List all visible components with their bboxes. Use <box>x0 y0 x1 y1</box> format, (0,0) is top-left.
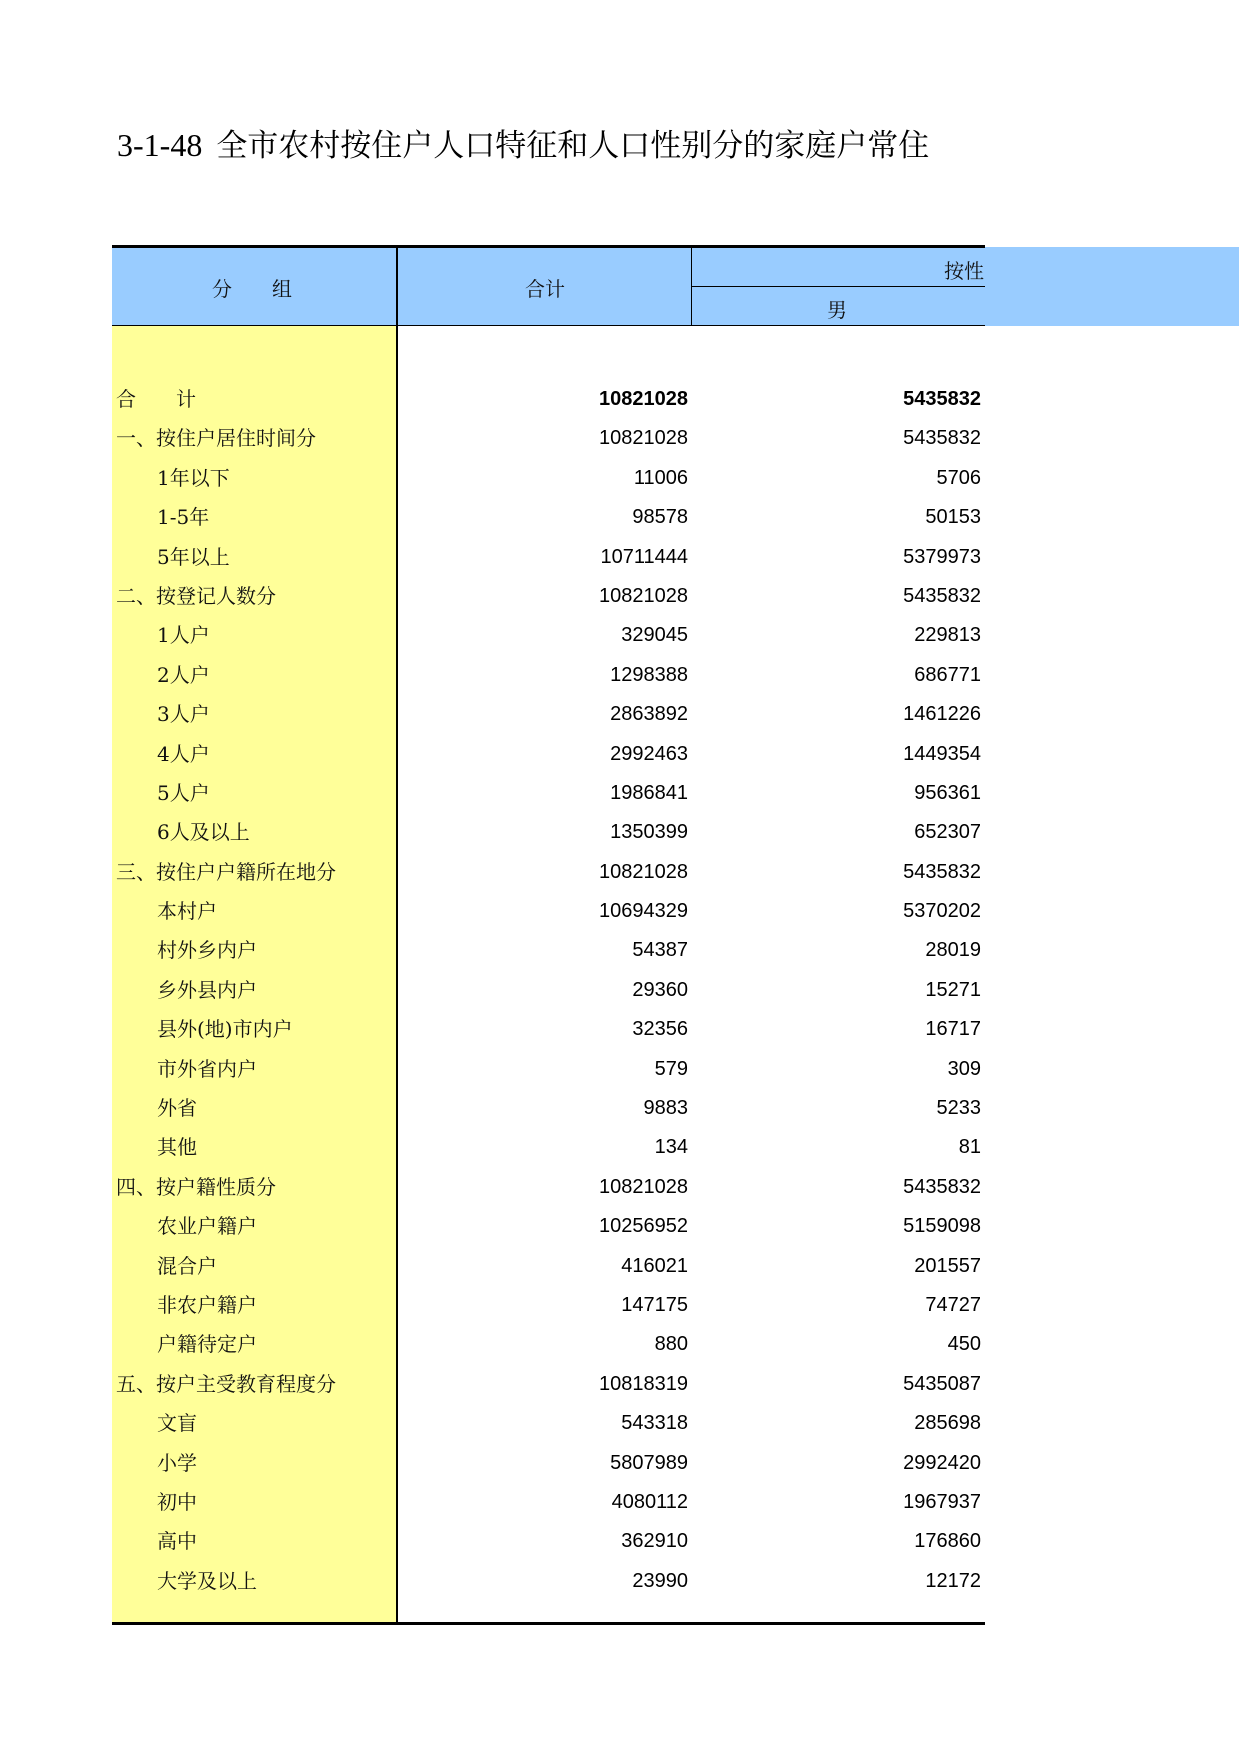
row-total-value: 23990 <box>632 1569 688 1592</box>
row-male-value: 5435832 <box>903 584 981 607</box>
table-row <box>112 1286 982 1325</box>
row-label: 高中 <box>157 1529 197 1554</box>
row-label: 1-5年 <box>157 505 210 530</box>
row-label: 村外乡内户 <box>157 938 257 963</box>
row-total-value: 1298388 <box>610 663 688 686</box>
top-rule <box>112 245 985 248</box>
row-label: 三、按住户户籍所在地分 <box>116 859 336 884</box>
row-total-value: 10711444 <box>600 545 688 568</box>
row-label: 农业户籍户 <box>157 1214 257 1239</box>
row-total-value: 10694329 <box>599 900 688 923</box>
row-male-value: 1967937 <box>903 1490 981 1513</box>
row-label: 非农户籍户 <box>157 1292 257 1317</box>
header-group: 分 组 <box>212 277 292 301</box>
row-total-value: 10818319 <box>599 1372 688 1395</box>
data-table <box>112 245 1239 1625</box>
table-row <box>112 1050 982 1089</box>
row-male-value: 5233 <box>936 1097 981 1120</box>
row-total-value: 2863892 <box>610 703 688 726</box>
table-row <box>112 577 982 616</box>
header-bottom-rule <box>112 325 985 326</box>
row-male-value: 1449354 <box>903 742 981 765</box>
row-total-value: 134 <box>654 1136 688 1159</box>
header-by-sex: 按性 <box>944 259 984 283</box>
row-total-value: 98578 <box>632 506 688 529</box>
table-row <box>112 695 982 734</box>
row-male-value: 2992420 <box>903 1451 981 1474</box>
row-label: 大学及以上 <box>157 1568 257 1593</box>
table-row <box>112 1522 982 1561</box>
row-label: 小学 <box>157 1450 197 1475</box>
table-row <box>112 1089 982 1128</box>
row-male-value: 5370202 <box>903 900 981 923</box>
row-male-value: 16717 <box>925 1018 981 1041</box>
row-male-value: 50153 <box>925 506 981 529</box>
row-label: 4人户 <box>157 741 210 766</box>
row-total-value: 10821028 <box>599 584 688 607</box>
row-male-value: 450 <box>947 1333 981 1356</box>
row-total-value: 362910 <box>621 1530 688 1553</box>
header-background-overflow <box>982 247 1239 326</box>
row-male-value: 5435832 <box>903 1175 981 1198</box>
table-row <box>112 538 982 577</box>
row-label: 本村户 <box>157 899 217 924</box>
row-male-value: 5435087 <box>903 1372 981 1395</box>
row-label: 其他 <box>157 1135 197 1160</box>
row-label: 合 计 <box>116 387 196 411</box>
row-label: 5人户 <box>157 780 210 805</box>
row-label: 1年以下 <box>157 465 230 490</box>
row-male-value: 176860 <box>914 1530 981 1553</box>
table-title <box>117 120 929 165</box>
table-row <box>112 656 982 695</box>
table-row <box>112 616 982 655</box>
table-row <box>112 971 982 1010</box>
row-label: 1人户 <box>157 623 210 648</box>
row-male-value: 5706 <box>936 466 981 489</box>
table-row <box>112 459 982 498</box>
row-male-value: 956361 <box>914 781 981 804</box>
table-row <box>112 1562 982 1601</box>
table-row <box>112 931 982 970</box>
table-row <box>112 735 982 774</box>
table-row <box>112 380 982 419</box>
table-row <box>112 1444 982 1483</box>
row-male-value: 201557 <box>914 1254 981 1277</box>
table-row <box>112 774 982 813</box>
row-label: 县外(地)市内户 <box>157 1017 293 1042</box>
table-row <box>112 1010 982 1049</box>
row-male-value: 81 <box>958 1136 981 1159</box>
table-row <box>112 1168 982 1207</box>
row-male-value: 28019 <box>925 939 981 962</box>
table-row <box>112 1404 982 1443</box>
table-row <box>112 498 982 537</box>
row-total-value: 29360 <box>632 978 688 1001</box>
row-male-value: 5159098 <box>903 1215 981 1238</box>
row-label: 市外省内户 <box>157 1056 257 1081</box>
table-row <box>112 892 982 931</box>
row-label: 初中 <box>157 1489 197 1514</box>
row-total-value: 329045 <box>621 624 688 647</box>
table-body <box>112 380 982 1601</box>
row-total-value: 10821028 <box>599 427 688 450</box>
row-total-value: 1350399 <box>610 821 688 844</box>
row-male-value: 74727 <box>925 1293 981 1316</box>
table-row <box>112 1483 982 1522</box>
row-male-value: 5435832 <box>903 860 981 883</box>
table-row <box>112 1247 982 1286</box>
row-total-value: 54387 <box>632 939 688 962</box>
row-total-value: 147175 <box>621 1293 688 1316</box>
row-label: 6人及以上 <box>157 820 250 845</box>
row-total-value: 5807989 <box>610 1451 688 1474</box>
row-label: 乡外县内户 <box>157 977 257 1002</box>
row-male-value: 686771 <box>914 663 981 686</box>
row-total-value: 416021 <box>621 1254 688 1277</box>
row-label: 2人户 <box>157 662 210 687</box>
row-male-value: 1461226 <box>903 703 981 726</box>
table-row <box>112 853 982 892</box>
table-row <box>112 1207 982 1246</box>
row-label: 3人户 <box>157 702 210 727</box>
row-label: 混合户 <box>157 1253 217 1278</box>
row-total-value: 579 <box>654 1057 688 1080</box>
row-label: 文盲 <box>157 1411 197 1436</box>
row-male-value: 309 <box>947 1057 981 1080</box>
row-total-value: 10256952 <box>599 1215 688 1238</box>
row-total-value: 1986841 <box>610 781 688 804</box>
header-total: 合计 <box>525 277 565 301</box>
row-male-value: 15271 <box>925 978 981 1001</box>
row-label: 外省 <box>157 1096 197 1121</box>
row-male-value: 5379973 <box>903 545 981 568</box>
row-male-value: 285698 <box>914 1412 981 1435</box>
row-label: 二、按登记人数分 <box>116 583 276 608</box>
row-total-value: 880 <box>654 1333 688 1356</box>
total-column-divider <box>691 245 692 326</box>
row-total-value: 4080112 <box>611 1490 688 1513</box>
table-code: 3-1-48 <box>117 127 203 163</box>
row-male-value: 652307 <box>914 821 981 844</box>
table-title-text: 全市农村按住户人口特征和人口性别分的家庭户常住 <box>216 128 930 164</box>
row-label: 5年以上 <box>157 544 230 569</box>
row-total-value: 2992463 <box>610 742 688 765</box>
row-total-value: 10821028 <box>599 388 688 410</box>
row-male-value: 229813 <box>914 624 981 647</box>
row-total-value: 10821028 <box>599 1175 688 1198</box>
row-total-value: 10821028 <box>599 860 688 883</box>
header-male: 男 <box>827 298 847 322</box>
row-male-value: 5435832 <box>903 388 981 410</box>
row-male-value: 12172 <box>925 1569 981 1592</box>
row-male-value: 5435832 <box>903 427 981 450</box>
row-total-value: 11006 <box>633 466 688 489</box>
row-total-value: 543318 <box>621 1412 688 1435</box>
bottom-rule <box>112 1622 985 1625</box>
row-label: 户籍待定户 <box>157 1332 257 1357</box>
row-total-value: 9883 <box>643 1097 688 1120</box>
row-label: 四、按户籍性质分 <box>116 1174 276 1199</box>
row-label: 一、按住户居住时间分 <box>116 426 316 451</box>
table-row <box>112 1128 982 1167</box>
row-total-value: 32356 <box>632 1018 688 1041</box>
table-row <box>112 1325 982 1364</box>
sex-subheader-rule <box>691 286 985 287</box>
row-label: 五、按户主受教育程度分 <box>116 1371 336 1396</box>
table-row <box>112 1365 982 1404</box>
table-row <box>112 419 982 458</box>
table-row <box>112 813 982 852</box>
